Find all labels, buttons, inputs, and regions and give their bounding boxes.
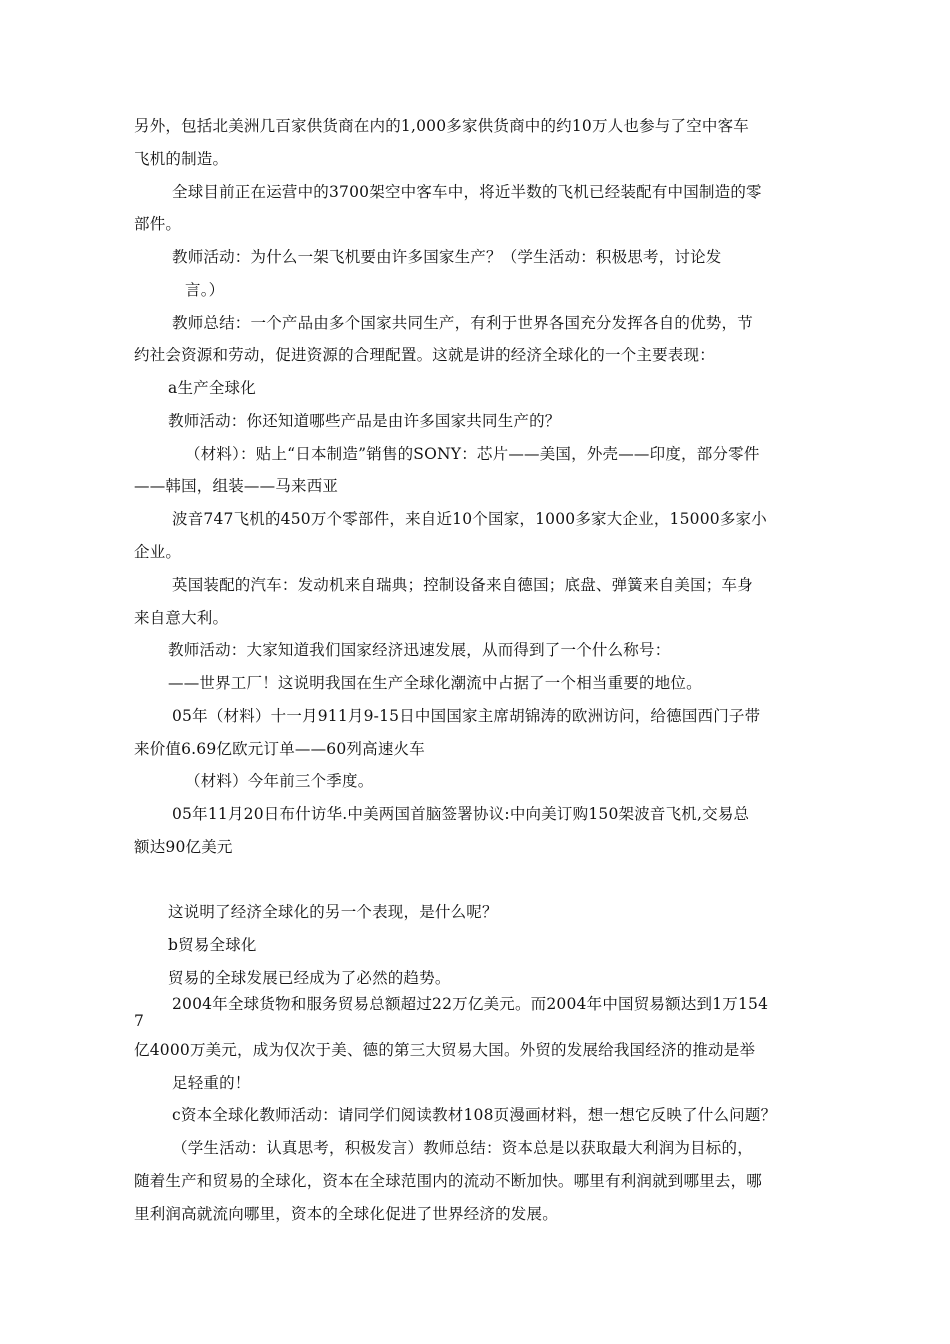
text-line: 亿4000万美元，成为仅次于美、德的第三大贸易大国。外贸的发展给我国经济的推动是举 xyxy=(134,1041,756,1059)
text-line: （学生活动：认真思考，积极发言）教师总结：资本总是以获取最大利润为目标的， xyxy=(172,1139,753,1157)
text-line: 这说明了经济全球化的另一个表现，是什么呢？ xyxy=(168,903,498,921)
text-line: ——韩国，组装——马来西亚 xyxy=(134,477,339,495)
text-line: 另外，包括北美洲几百家供货商在内的1,000多家供货商中的约10万人也参与了空中客车 xyxy=(134,117,749,135)
text-line: （材料）今年前三个季度。 xyxy=(185,772,374,790)
text-line: 7 xyxy=(134,1012,145,1030)
text-line: 言。） xyxy=(185,281,225,299)
text-line: 05年（材料）十一月911月9-15日中国国家主席胡锦涛的欧洲访问，给德国西门子带 xyxy=(172,707,761,725)
text-line: 05年11月20日布什访华.中美两国首脑签署协议:中向美订购150架波音飞机,交易总 xyxy=(172,805,750,823)
text-line: 随着生产和贸易的全球化，资本在全球范围内的流动不断加快。哪里有利润就到哪里去，哪 xyxy=(134,1172,763,1190)
text-line: 里利润高就流向哪里，资本的全球化促进了世界经济的发展。 xyxy=(134,1205,558,1223)
text-line: 部件。 xyxy=(134,215,182,233)
text-line: 来价值6.69亿欧元订单——60列高速火车 xyxy=(134,740,425,758)
text-line: 教师活动：大家知道我们国家经济迅速发展，从而得到了一个什么称号： xyxy=(168,641,671,659)
text-line: 教师活动：你还知道哪些产品是由许多国家共同生产的？ xyxy=(168,412,561,430)
text-line: （材料）：贴上“日本制造”销售的SONY：芯片——美国，外壳——印度，部分零件 xyxy=(185,445,760,463)
text-line: 来自意大利。 xyxy=(134,609,229,627)
text-line: 教师总结：一个产品由多个国家共同生产，有利于世界各国充分发挥各自的优势，节 xyxy=(172,314,753,332)
text-line: 额达90亿美元 xyxy=(134,838,233,856)
text-line: 飞机的制造。 xyxy=(134,150,229,168)
text-line: 2004年全球货物和服务贸易总额超过22万亿美元。而2004年中国贸易额达到1万154 xyxy=(172,995,769,1013)
section-heading: c资本全球化教师活动：请同学们阅读教材108页漫画材料，想一想它反映了什么问题？ xyxy=(172,1106,777,1124)
section-heading: b贸易全球化 xyxy=(168,936,257,954)
text-line: 教师活动：为什么一架飞机要由许多国家生产？（学生活动：积极思考，讨论发 xyxy=(172,248,722,266)
text-line: 企业。 xyxy=(134,543,182,561)
text-line: 全球目前正在运营中的3700架空中客车中，将近半数的飞机已经装配有中国制造的零 xyxy=(172,183,762,201)
text-line: 足轻重的！ xyxy=(172,1074,251,1092)
text-line: 英国装配的汽车：发动机来自瑞典；控制设备来自德国；底盘、弹簧来自美国；车身 xyxy=(172,576,753,594)
text-line: 贸易的全球发展已经成为了必然的趋势。 xyxy=(168,969,451,987)
text-line: 约社会资源和劳动，促进资源的合理配置。这就是讲的经济全球化的一个主要表现： xyxy=(134,346,715,364)
text-line: ——世界工厂！这说明我国在生产全球化潮流中占据了一个相当重要的地位。 xyxy=(168,674,702,692)
section-heading: a生产全球化 xyxy=(168,379,256,397)
text-line: 波音747飞机的450万个零部件，来自近10个国家，1000多家大企业，15000多家小 xyxy=(172,510,767,528)
